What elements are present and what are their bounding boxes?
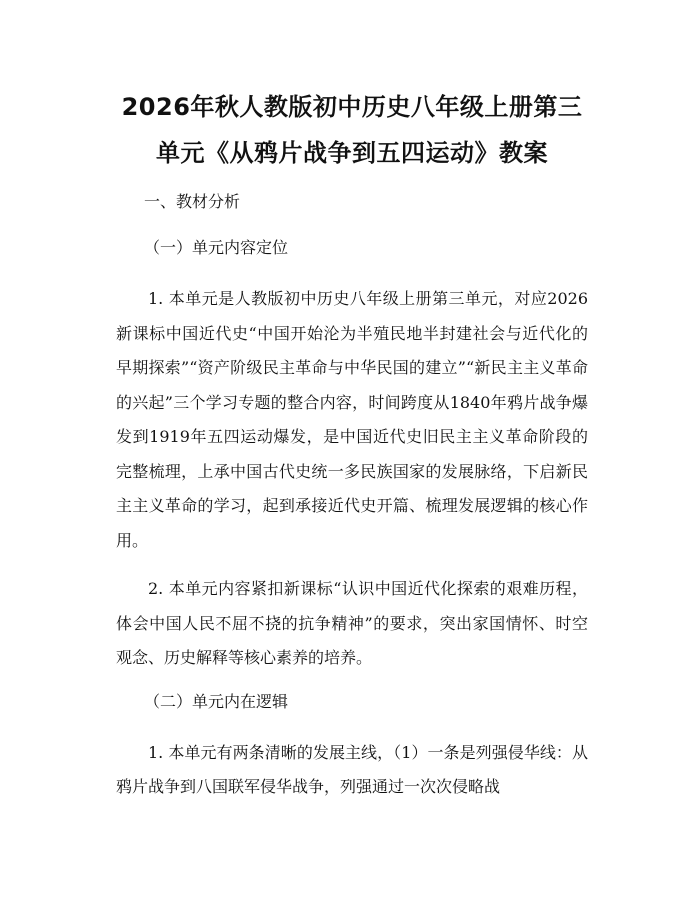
subsection-heading-internal-logic: （二）单元内在逻辑	[144, 691, 289, 711]
paragraph-unit-positioning-1: 1. 本单元是人教版初中历史八年级上册第三单元，对应2026新课标中国近代史“中国开始沦为半殖民地半封建社会与近代化的早期探索”“资产阶级民主革命与中华民国的建立”“新民主主义革命的兴起”三个学习专题的整合内容，时间跨度从1840年鸦片战争爆发到1919年五四运动爆发，是中国近代史旧民主主义革命阶段的完整梳理，上承中国古代史统一多民族国家的发展脉络，下启新民主主义革命的学习，起到承接近代史开篇、梳理发展逻辑的核心作用。	[116, 289, 588, 550]
section-heading-textbook-analysis: 一、教材分析	[144, 192, 241, 211]
paragraph-unit-positioning-2: 2. 本单元内容紧扣新课标“认识中国近代化探索的艰难历程，体会中国人民不屈不挠的抗争精神”的要求，突出家国情怀、时空观念、历史解释等核心素养的培养。	[116, 579, 588, 667]
document-title: 2026年秋人教版初中历史八年级上册第三单元《从鸦片战争到五四运动》教案	[121, 93, 583, 167]
paragraph-internal-logic-1: 1. 本单元有两条清晰的发展主线，（1）一条是列强侵华线：从鸦片战争到八国联军侵华战争，列强通过一次次侵略战	[116, 742, 588, 796]
subsection-heading-unit-positioning: （一）单元内容定位	[144, 238, 289, 257]
